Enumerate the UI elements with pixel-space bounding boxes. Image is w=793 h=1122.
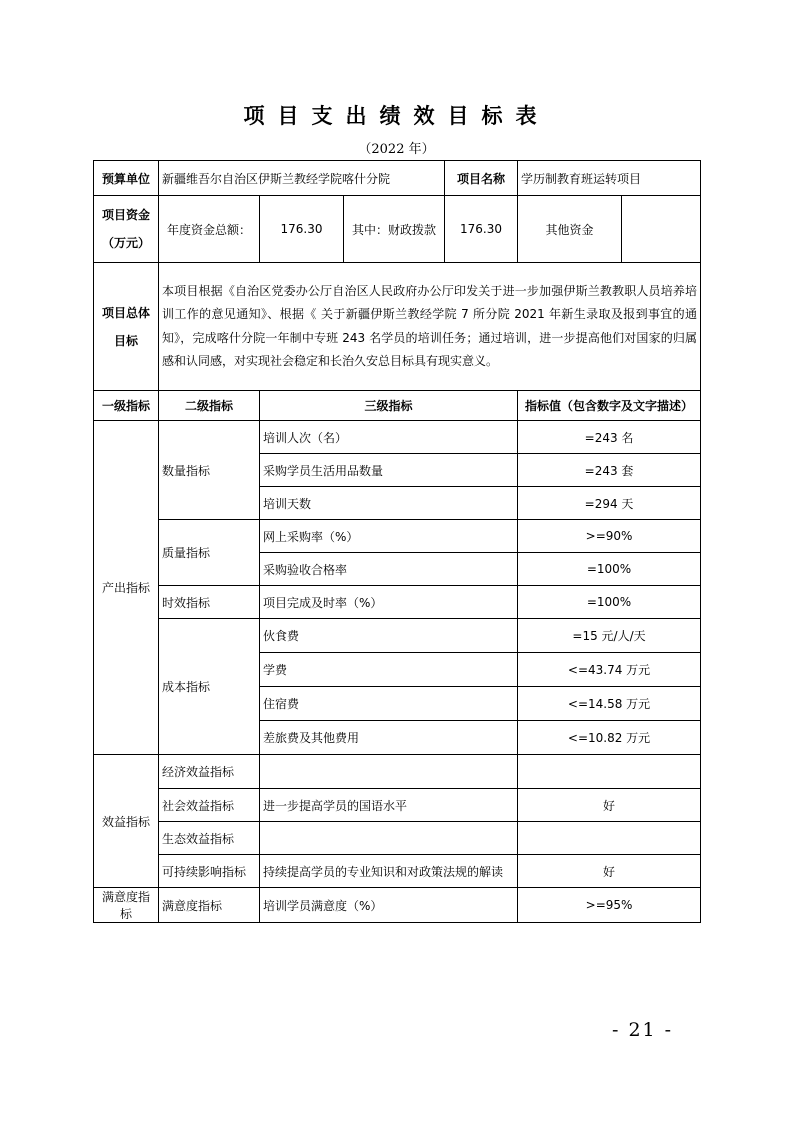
year-label: （2022 年） bbox=[358, 142, 435, 157]
indicator-name: 培训人次（名） bbox=[260, 421, 518, 454]
table-row bbox=[94, 888, 701, 923]
col-level2: 二级指标 bbox=[159, 391, 260, 421]
indicator-value: >=90% bbox=[518, 520, 701, 553]
indicator-name: 住宿费 bbox=[260, 687, 518, 721]
table-row bbox=[94, 789, 701, 822]
table-row bbox=[94, 619, 701, 653]
table-row bbox=[94, 755, 701, 789]
indicator-value: 好 bbox=[518, 855, 701, 888]
fiscal-label: 其中：财政拨款 bbox=[344, 196, 445, 263]
indicator-value: 好 bbox=[518, 789, 701, 822]
col-level3: 三级指标 bbox=[260, 391, 518, 421]
indicator-name: 采购学员生活用品数量 bbox=[260, 454, 518, 487]
indicator-name: 伙食费 bbox=[260, 619, 518, 653]
indicator-name bbox=[260, 822, 518, 855]
indicator-name: 差旅费及其他费用 bbox=[260, 721, 518, 755]
table-row bbox=[94, 421, 701, 454]
header-row bbox=[94, 161, 701, 196]
indicator-name: 持续提高学员的专业知识和对政策法规的解读 bbox=[260, 855, 518, 888]
indicator-name: 培训天数 bbox=[260, 487, 518, 520]
funds-label: 项目资金（万元） bbox=[94, 196, 159, 263]
indicator-value: >=95% bbox=[518, 888, 701, 923]
annual-total-label: 年度资金总额： bbox=[159, 196, 260, 263]
timeliness-label: 时效指标 bbox=[159, 586, 260, 619]
goal-row bbox=[94, 263, 701, 391]
table-row bbox=[94, 855, 701, 888]
overall-goal-label: 项目总体目标 bbox=[94, 263, 159, 391]
budget-unit-value: 新疆维吾尔自治区伊斯兰教经学院喀什分院 bbox=[159, 161, 445, 196]
ecological-label: 生态效益指标 bbox=[159, 822, 260, 855]
other-funds-value bbox=[622, 196, 701, 263]
satisfaction-label: 满意度指标 bbox=[159, 888, 260, 923]
indicator-value: =100% bbox=[518, 586, 701, 619]
indicator-name: 学费 bbox=[260, 653, 518, 687]
other-funds-label: 其他资金 bbox=[518, 196, 622, 263]
output-section-label: 产出指标 bbox=[94, 421, 159, 755]
annual-total-value: 176.30 bbox=[260, 196, 344, 263]
page-title: 项目支出绩效目标表 bbox=[243, 104, 550, 128]
indicator-value: =100% bbox=[518, 553, 701, 586]
indicator-value: =243 套 bbox=[518, 454, 701, 487]
benefit-section-label: 效益指标 bbox=[94, 755, 159, 888]
project-name-value: 学历制教育班运转项目 bbox=[518, 161, 701, 196]
table-row bbox=[94, 520, 701, 553]
col-value: 指标值（包含数字及文字描述） bbox=[518, 391, 701, 421]
social-label: 社会效益指标 bbox=[159, 789, 260, 822]
indicator-name: 采购验收合格率 bbox=[260, 553, 518, 586]
indicator-name: 项目完成及时率（%） bbox=[260, 586, 518, 619]
fiscal-value: 176.30 bbox=[445, 196, 518, 263]
sustainable-label: 可持续影响指标 bbox=[159, 855, 260, 888]
budget-unit-label: 预算单位 bbox=[94, 161, 159, 196]
funds-row bbox=[94, 196, 701, 263]
satisfaction-section-label: 满意度指标 bbox=[94, 888, 159, 923]
quality-label: 质量指标 bbox=[159, 520, 260, 586]
economic-label: 经济效益指标 bbox=[159, 755, 260, 789]
indicator-value: <=10.82 万元 bbox=[518, 721, 701, 755]
table-row bbox=[94, 822, 701, 855]
indicator-value: <=14.58 万元 bbox=[518, 687, 701, 721]
indicator-name: 培训学员满意度（%） bbox=[260, 888, 518, 923]
table-row bbox=[94, 586, 701, 619]
indicator-value: =243 名 bbox=[518, 421, 701, 454]
quantity-label: 数量指标 bbox=[159, 421, 260, 520]
overall-goal-text: 本项目根据《自治区党委办公厅自治区人民政府办公厅印发关于进一步加强伊斯兰教教职人员培养培训工作的意见通知》、根据《 关于新疆伊斯兰教经学院 7 所分院 2021 年新生录取及报到事宜的通知》，完成喀什分院一年制中专班 243 名学员的培训任务；通过培训，进一步提高他们对国家的归属感和认同感，对实现社会稳定和长治久安总目标具有现实意义。 bbox=[159, 263, 701, 391]
indicator-value: <=43.74 万元 bbox=[518, 653, 701, 687]
indicator-name bbox=[260, 755, 518, 789]
project-name-label: 项目名称 bbox=[445, 161, 518, 196]
indicator-value bbox=[518, 755, 701, 789]
page-number: - 21 - bbox=[612, 1019, 674, 1041]
col-level1: 一级指标 bbox=[94, 391, 159, 421]
indicator-value bbox=[518, 822, 701, 855]
performance-table bbox=[93, 160, 701, 923]
indicator-name: 进一步提高学员的国语水平 bbox=[260, 789, 518, 822]
indicator-name: 网上采购率（%） bbox=[260, 520, 518, 553]
column-header-row bbox=[94, 391, 701, 421]
cost-label: 成本指标 bbox=[159, 619, 260, 755]
indicator-value: =15 元/人/天 bbox=[518, 619, 701, 653]
indicator-value: =294 天 bbox=[518, 487, 701, 520]
